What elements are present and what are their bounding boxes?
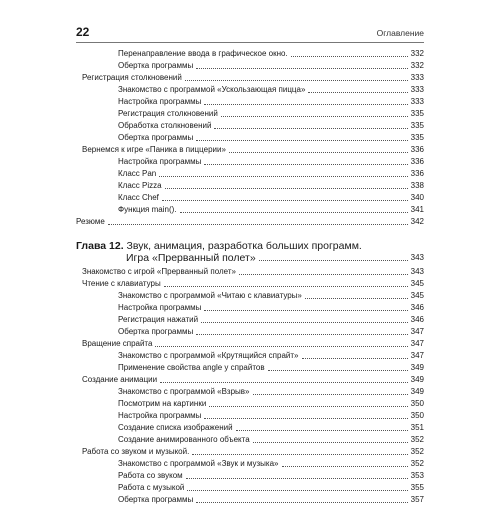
toc-entry-page: 345: [410, 279, 424, 288]
toc-entry-title: Перенаправление ввода в графическое окно.: [118, 49, 288, 58]
dot-leader: [214, 128, 407, 129]
toc-entry: [76, 156, 424, 168]
toc-entry: [76, 314, 424, 326]
toc-entry: [76, 398, 424, 410]
dot-leader: [253, 394, 408, 395]
page-header: [76, 25, 424, 41]
dot-leader: [155, 346, 407, 347]
toc-entry-page: 357: [410, 495, 424, 504]
toc-entry-title: Регистрация нажатий: [118, 315, 199, 324]
toc-entry-title: Чтение с клавиатуры: [82, 279, 161, 288]
toc-entry: [76, 386, 424, 398]
toc-entry-page: 342: [410, 217, 424, 226]
toc-entry-page: 346: [410, 315, 424, 324]
toc-entry: [76, 482, 424, 494]
toc-entry: [76, 302, 424, 314]
toc-entry-title: Класс Pan: [118, 169, 157, 178]
toc-entry-page: 338: [410, 181, 424, 190]
dot-leader: [162, 200, 408, 201]
dot-leader: [302, 358, 408, 359]
toc-entry-page: 352: [410, 459, 424, 468]
header-rule: [76, 42, 424, 43]
toc-entry: [76, 204, 424, 216]
chapter-subtitle: Игра «Прерванный полет»: [126, 252, 256, 264]
page-number: 22: [76, 25, 90, 39]
dot-leader: [305, 298, 408, 299]
toc-entry-title: Знакомство с программой «Читаю с клавиатуры»: [118, 291, 302, 300]
dot-leader: [165, 188, 408, 189]
toc-entry: [76, 458, 424, 470]
chapter-label: Глава 12.: [76, 240, 124, 252]
toc-entry-page: 347: [410, 339, 424, 348]
dot-leader: [259, 260, 408, 261]
toc-entry-title: Знакомство с программой «Ускользающая пицца»: [118, 85, 306, 94]
toc-entry-page: 333: [410, 73, 424, 82]
toc-entry-page: 343: [410, 267, 424, 276]
dot-leader: [164, 286, 408, 287]
toc-entry: [76, 434, 424, 446]
toc-entry-page: 349: [410, 375, 424, 384]
table-of-contents: [76, 48, 424, 506]
dot-leader: [187, 490, 407, 491]
toc-entry-page: 341: [410, 205, 424, 214]
toc-entry-page: 336: [410, 145, 424, 154]
toc-entry-page: 349: [410, 387, 424, 396]
toc-entry-page: 347: [410, 351, 424, 360]
dot-leader: [282, 466, 408, 467]
dot-leader: [160, 382, 408, 383]
toc-entry-page: 352: [410, 447, 424, 456]
toc-entry-page: 352: [410, 435, 424, 444]
toc-entry: [76, 192, 424, 204]
toc-entry: [76, 168, 424, 180]
toc-entry: [76, 350, 424, 362]
toc-entry-title: Обработка столкновений: [118, 121, 212, 130]
toc-entry: [76, 422, 424, 434]
toc-entry: [76, 144, 424, 156]
toc-entry-title: Знакомство с программой «Крутящийся спрайт»: [118, 351, 299, 360]
dot-leader: [204, 164, 407, 165]
dot-leader: [159, 176, 407, 177]
toc-entry-page: 355: [410, 483, 424, 492]
toc-entry: [76, 96, 424, 108]
toc-entry-page: 333: [410, 97, 424, 106]
dot-leader: [196, 140, 407, 141]
toc-entry: [76, 108, 424, 120]
toc-entry-page: 332: [410, 49, 424, 58]
toc-entry-title: Обертка программы: [118, 61, 194, 70]
toc-entry-page: 347: [410, 327, 424, 336]
dot-leader: [201, 322, 408, 323]
chapter-page-number: 343: [410, 253, 424, 262]
toc-entry-title: Функция main().: [118, 205, 177, 214]
toc-entry: [76, 216, 424, 228]
toc-entry-page: 351: [410, 423, 424, 432]
dot-leader: [268, 370, 408, 371]
toc-entry-title: Работа с музыкой: [118, 483, 185, 492]
toc-entry: [76, 72, 424, 84]
chapter-title-line2: [76, 252, 424, 264]
toc-entry: [76, 362, 424, 374]
dot-leader: [209, 406, 407, 407]
toc-entry: [76, 470, 424, 482]
toc-entry-page: 335: [410, 133, 424, 142]
toc-entry-page: 346: [410, 303, 424, 312]
dot-leader: [236, 430, 408, 431]
toc-entry: [76, 60, 424, 72]
toc-entry-title: Регистрация столкновений: [118, 109, 218, 118]
toc-entry-title: Вращение спрайта: [82, 339, 153, 348]
toc-entry-title: Работа со звуком: [118, 471, 183, 480]
dot-leader: [204, 418, 407, 419]
toc-entry: [76, 180, 424, 192]
dot-leader: [204, 104, 407, 105]
toc-entry-title: Создание списка изображений: [118, 423, 233, 432]
toc-entry: [76, 120, 424, 132]
toc-entry-title: Знакомство с игрой «Прерванный полет»: [82, 267, 236, 276]
dot-leader: [196, 502, 407, 503]
toc-entry-title: Резюме: [76, 217, 105, 226]
toc-entry-title: Класс Chef: [118, 193, 159, 202]
toc-entry-title: Настройка программы: [118, 303, 202, 312]
toc-entry-title: Знакомство с программой «Взрыв»: [118, 387, 250, 396]
toc-entry-page: 349: [410, 363, 424, 372]
toc-entry-title: Знакомство с программой «Звук и музыка»: [118, 459, 279, 468]
toc-entry-title: Класс Pizza: [118, 181, 162, 190]
dot-leader: [253, 442, 408, 443]
toc-entry-page: 340: [410, 193, 424, 202]
toc-entry-page: 336: [410, 157, 424, 166]
toc-entry-title: Применение свойства angle у спрайтов: [118, 363, 265, 372]
dot-leader: [229, 152, 408, 153]
toc-entry-page: 332: [410, 61, 424, 70]
toc-entry-title: Работа со звуком и музыкой.: [82, 447, 190, 456]
toc-entry: [76, 266, 424, 278]
toc-section-after: [76, 266, 424, 506]
toc-entry: [76, 278, 424, 290]
dot-leader: [239, 274, 408, 275]
toc-entry-page: 353: [410, 471, 424, 480]
toc-entry: [76, 290, 424, 302]
toc-entry-title: Создание анимации: [82, 375, 158, 384]
toc-entry-page: 350: [410, 411, 424, 420]
chapter-title-line1: [76, 240, 424, 252]
dot-leader: [196, 334, 407, 335]
running-title: Оглавление: [376, 28, 424, 38]
dot-leader: [221, 116, 408, 117]
chapter-heading: [76, 240, 424, 264]
toc-entry: [76, 446, 424, 458]
dot-leader: [180, 212, 408, 213]
dot-leader: [196, 68, 407, 69]
toc-entry: [76, 338, 424, 350]
toc-entry-title: Создание анимированного объекта: [118, 435, 250, 444]
toc-section-before: [76, 48, 424, 228]
toc-entry: [76, 326, 424, 338]
dot-leader: [291, 56, 408, 57]
toc-entry: [76, 410, 424, 422]
toc-entry-title: Обертка программы: [118, 495, 194, 504]
dot-leader: [308, 92, 407, 93]
toc-entry: [76, 48, 424, 60]
toc-entry-page: 335: [410, 109, 424, 118]
toc-entry: [76, 374, 424, 386]
toc-entry-page: 333: [410, 85, 424, 94]
toc-entry-page: 336: [410, 169, 424, 178]
dot-leader: [185, 80, 408, 81]
toc-entry-title: Посмотрим на картинки: [118, 399, 207, 408]
toc-entry-title: Настройка программы: [118, 411, 202, 420]
toc-entry: [76, 494, 424, 506]
toc-entry-page: 335: [410, 121, 424, 130]
dot-leader: [186, 478, 408, 479]
toc-entry-page: 345: [410, 291, 424, 300]
toc-entry-title: Настройка программы: [118, 157, 202, 166]
toc-entry-title: Регистрация столкновений: [82, 73, 182, 82]
dot-leader: [204, 310, 407, 311]
toc-entry-title: Вернемся к игре «Паника в пиццерии»: [82, 145, 226, 154]
toc-entry: [76, 132, 424, 144]
toc-entry: [76, 84, 424, 96]
toc-entry-title: Настройка программы: [118, 97, 202, 106]
dot-leader: [192, 454, 407, 455]
toc-entry-title: Обертка программы: [118, 327, 194, 336]
chapter-title-text: Звук, анимация, разработка больших программ.: [126, 240, 362, 252]
dot-leader: [108, 224, 408, 225]
toc-entry-page: 350: [410, 399, 424, 408]
toc-entry-title: Обертка программы: [118, 133, 194, 142]
